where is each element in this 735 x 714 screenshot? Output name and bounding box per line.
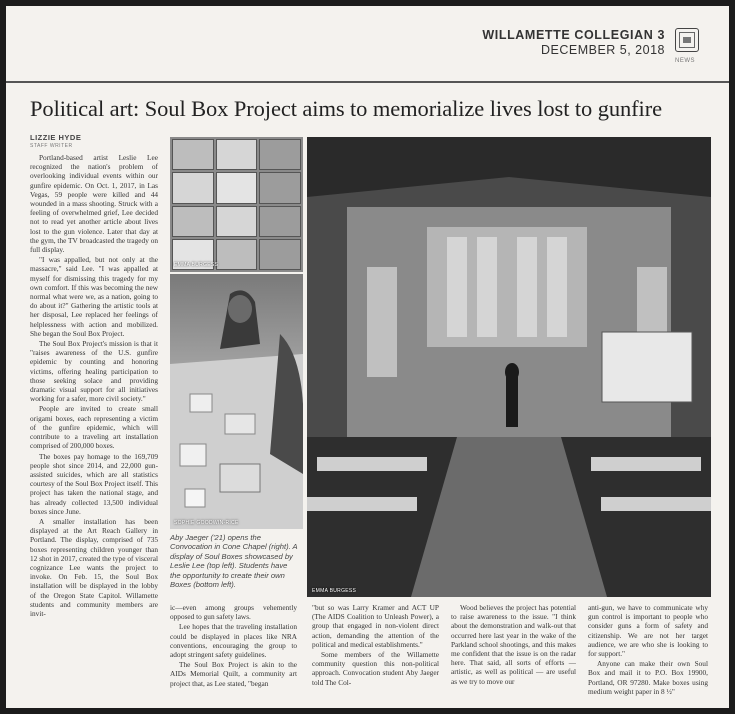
byline-role: STAFF WRITER [30,143,73,149]
paragraph: The boxes pay homage to the 169,709 people shot since 2014, and 22,000 gun-assisted suicides, which are all statistics courtesy of the Soul Box Project itself. This project has taken the national stage, and has already collected 13,500 individual boxes since June. [30,451,158,516]
paragraph: anti-gun, we have to communicate why gun control is important to people who consider guns a form of safety and citizenship. We are not her target audience, we are who she is looking to for support." [588,603,708,659]
paragraph: "I was appalled, but not only at the massacre," said Lee. "I was appalled at myself for dismissing this tragedy for my own comfort. If this was becoming the new normal what were we, as a nation, going to do about it?" Gathering the artistic tools at her disposal, Lee replaced her feelings of helplessness with action and mobilized. She began the Soul Box Project. [30,255,158,338]
article-column-1 [30,153,158,708]
paragraph: Anyone can make their own Soul Box and mail it to P.O. Box 19900, Portland, OR 97280. Make boxes using medium weight paper in 8 ½" [588,659,708,696]
chapel-illustration [307,137,711,597]
newspaper-icon [675,28,699,52]
article-column-4 [451,603,576,708]
paragraph: ic—even among groups vehemently opposed to gun safety laws. [170,603,297,622]
students-table-illustration [170,274,303,529]
paragraph: A smaller installation has been displayed at the Art Reach Gallery in Portland. The display, comprised of 735 boxes representing children younger than 12 shot in 2017, created the type of visceral cognizance Lee wants the project to invoke. On Feb. 15, the Soul Box installation will be displayed in the lobby of the Oregon State Capitol. Willamette students and community members are invit- [30,516,158,618]
paragraph: Some members of the Willamette community question this non-political approach. Convocation student Aby Jaeger told The Col- [312,650,439,687]
article-column-3 [312,603,439,708]
article-column-5 [588,603,708,708]
paragraph: People are invited to create small origami boxes, each representing a victim of the gunfire epidemic, which will contribute to a traveling art installation comprised of 200,000 boxes. [30,404,158,451]
paragraph: Portland-based artist Leslie Lee recognized the nation's problem of overlooking individual events within our gunfire epidemic. On Oct. 1, 2017, in Las Vegas, 59 people were killed and 44 wounded in a mass shooting. Struck with a feeling of overwhelmed grief, Lee decided not to read yet another article about lives lost to the gun violence. Later that day at the gym, the TV broadcasted the tragedy on full display. [30,153,158,255]
publication-title: WILLAMETTE COLLEGIAN 3 [482,28,665,42]
issue-date: DECEMBER 5, 2018 [540,43,665,57]
section-label: NEWS [675,58,695,64]
paragraph: The Soul Box Project is akin to the AIDs Memorial Quilt, a community art project that, as Lee stated, "began [170,660,297,688]
paragraph: Lee hopes that the traveling installation could be displayed in places like NRA conventions, encouraging the group to adopt stringent safety guidelines. [170,622,297,660]
paragraph: Wood believes the project has potential to raise awareness to the issue. "I think about the demonstration and walk-out that occurred here last year in the wake of the Parkland school shootings, and this makes me confident that the issue is on the radar here. That said, all sorts of efforts — artistic, as well as political — are useful as we try to move our [451,603,576,686]
newspaper-page [6,6,729,708]
byline-author: LIZZIE HYDE [30,133,82,142]
article-column-2 [170,603,297,708]
soul-boxes-photo [170,137,303,272]
photo-credit: EMMA BURGESS [174,262,219,268]
masthead [6,6,729,83]
paragraph: The Soul Box Project's mission is that it "raises awareness of the U.S. gunfire epidemic by counting and honoring victims, offering healing participation to those seeking solace and providing dramatic visual support for all initiatives working for a safer, more civil society." [30,339,158,404]
photo-credit: SOPHIE GOODWIN-RICE [174,520,239,526]
paragraph: "but so was Larry Kramer and ACT UP (The AIDS Coalition to Unleash Power), a group that engaged in non-violent direct action, demanding the attention of the political and medical establishments." [312,603,439,649]
photo-caption: Aby Jaeger ('21) opens the Convocation in Cone Chapel (right). A display of Soul Boxes showcased by Leslie Lee (top left). Students have the opportunity to create their own Boxes (bottom left). [170,533,298,590]
article-headline: Political art: Soul Box Project aims to memorialize lives lost to gunfire [30,96,662,121]
photo-credit: EMMA BURGESS [312,588,357,594]
students-table-photo [170,274,303,529]
chapel-convocation-photo [307,137,711,597]
